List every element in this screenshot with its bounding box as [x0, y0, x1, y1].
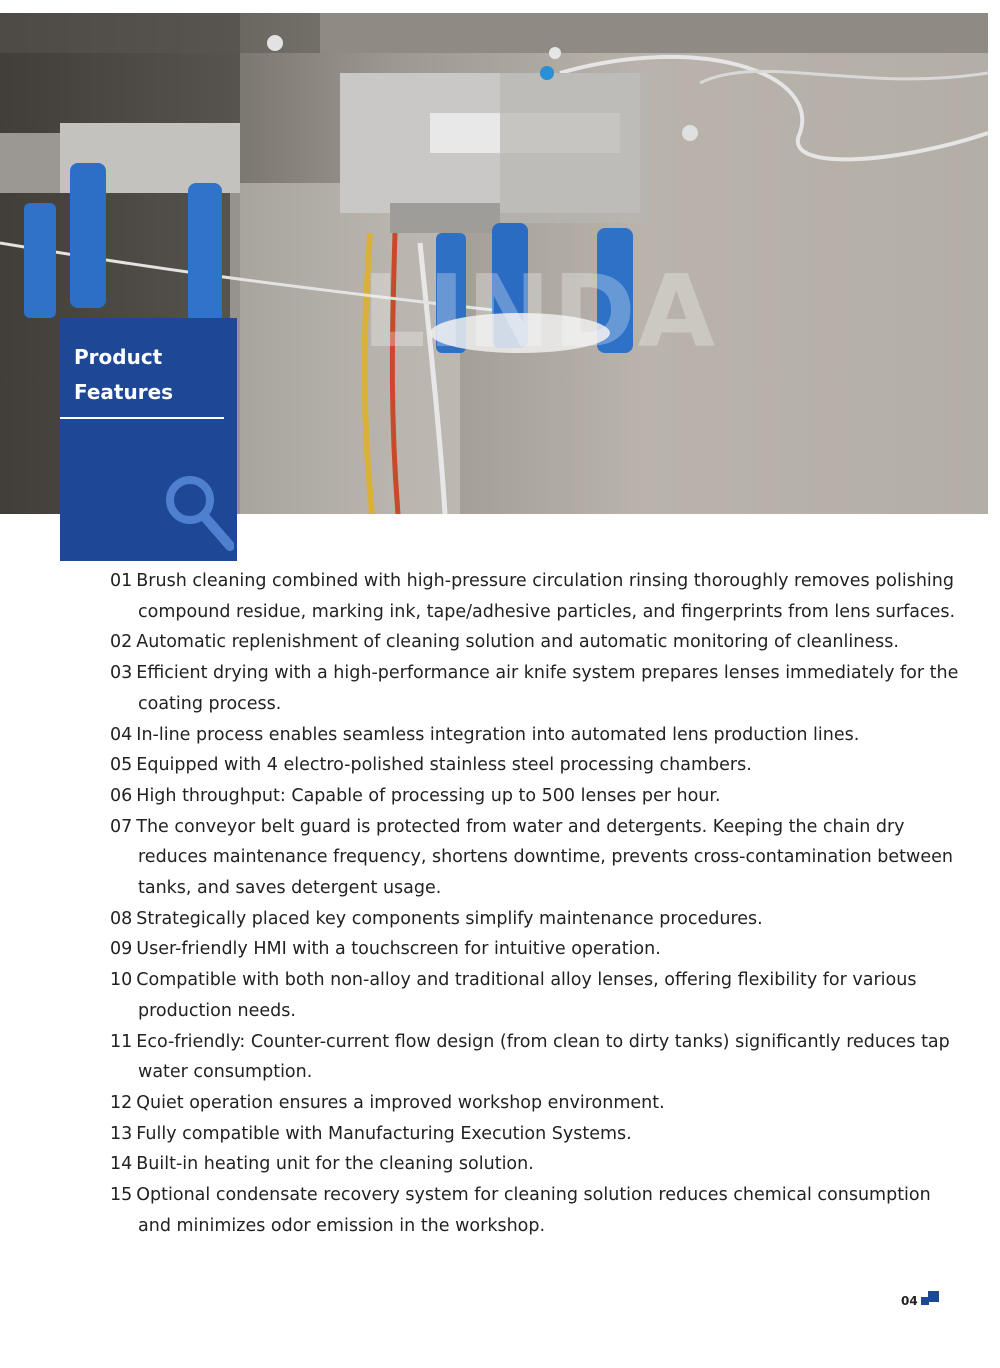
feature-item: 14 Built-in heating unit for the cleaning solution.: [110, 1154, 534, 1175]
feature-item: 01 Brush cleaning combined with high-pressure circulation rinsing thoroughly removes polishing compound residue, marking ink, tape/adhesive particles, and fingerprints from lens surfaces.: [110, 571, 956, 622]
page-number: 04: [901, 1294, 918, 1308]
section-header-box: [60, 318, 237, 561]
feature-item: 07 The conveyor belt guard is protected from water and detergents. Keeping the chain dry reduces maintenance frequency, shortens downtime, prevents cross-contamination between tanks, and saves detergent usage.: [110, 816, 953, 899]
section-title-line2: Features: [74, 380, 174, 404]
feature-item: 15 Optional condensate recovery system for cleaning solution reduces chemical consumption and minimizes odor emission in the workshop.: [110, 1185, 931, 1236]
feature-item: 06 High throughput: Capable of processing up to 500 lenses per hour.: [110, 785, 721, 806]
title-underline: [60, 417, 224, 419]
feature-item: 08 Strategically placed key components simplify maintenance procedures.: [110, 908, 763, 929]
feature-item: 13 Fully compatible with Manufacturing Execution Systems.: [110, 1123, 632, 1144]
section-title: [74, 340, 224, 410]
feature-item: 05 Equipped with 4 electro-polished stainless steel processing chambers.: [110, 755, 752, 776]
feature-item: 09 User-friendly HMI with a touchscreen for intuitive operation.: [110, 939, 661, 960]
feature-list: [110, 566, 960, 1241]
feature-item: 12 Quiet operation ensures a improved workshop environment.: [110, 1092, 665, 1113]
section-title-line1: Product: [74, 345, 163, 369]
feature-item: 02 Automatic replenishment of cleaning solution and automatic monitoring of cleanliness.: [110, 632, 899, 653]
feature-item: 11 Eco-friendly: Counter-current flow design (from clean to dirty tanks) significantly reduces tap water consumption.: [110, 1031, 950, 1083]
brand-watermark: LINDA: [362, 253, 718, 370]
search-icon: [162, 472, 234, 552]
feature-item: 10 Compatible with both non-alloy and traditional alloy lenses, offering flexibility for various production needs.: [110, 970, 917, 1021]
feature-item: 04 In-line process enables seamless integration into automated lens production lines.: [110, 724, 860, 745]
feature-item: 03 Efficient drying with a high-performance air knife system prepares lenses immediately for the coating process.: [110, 663, 959, 714]
page-corner-mark-icon: [921, 1291, 939, 1307]
